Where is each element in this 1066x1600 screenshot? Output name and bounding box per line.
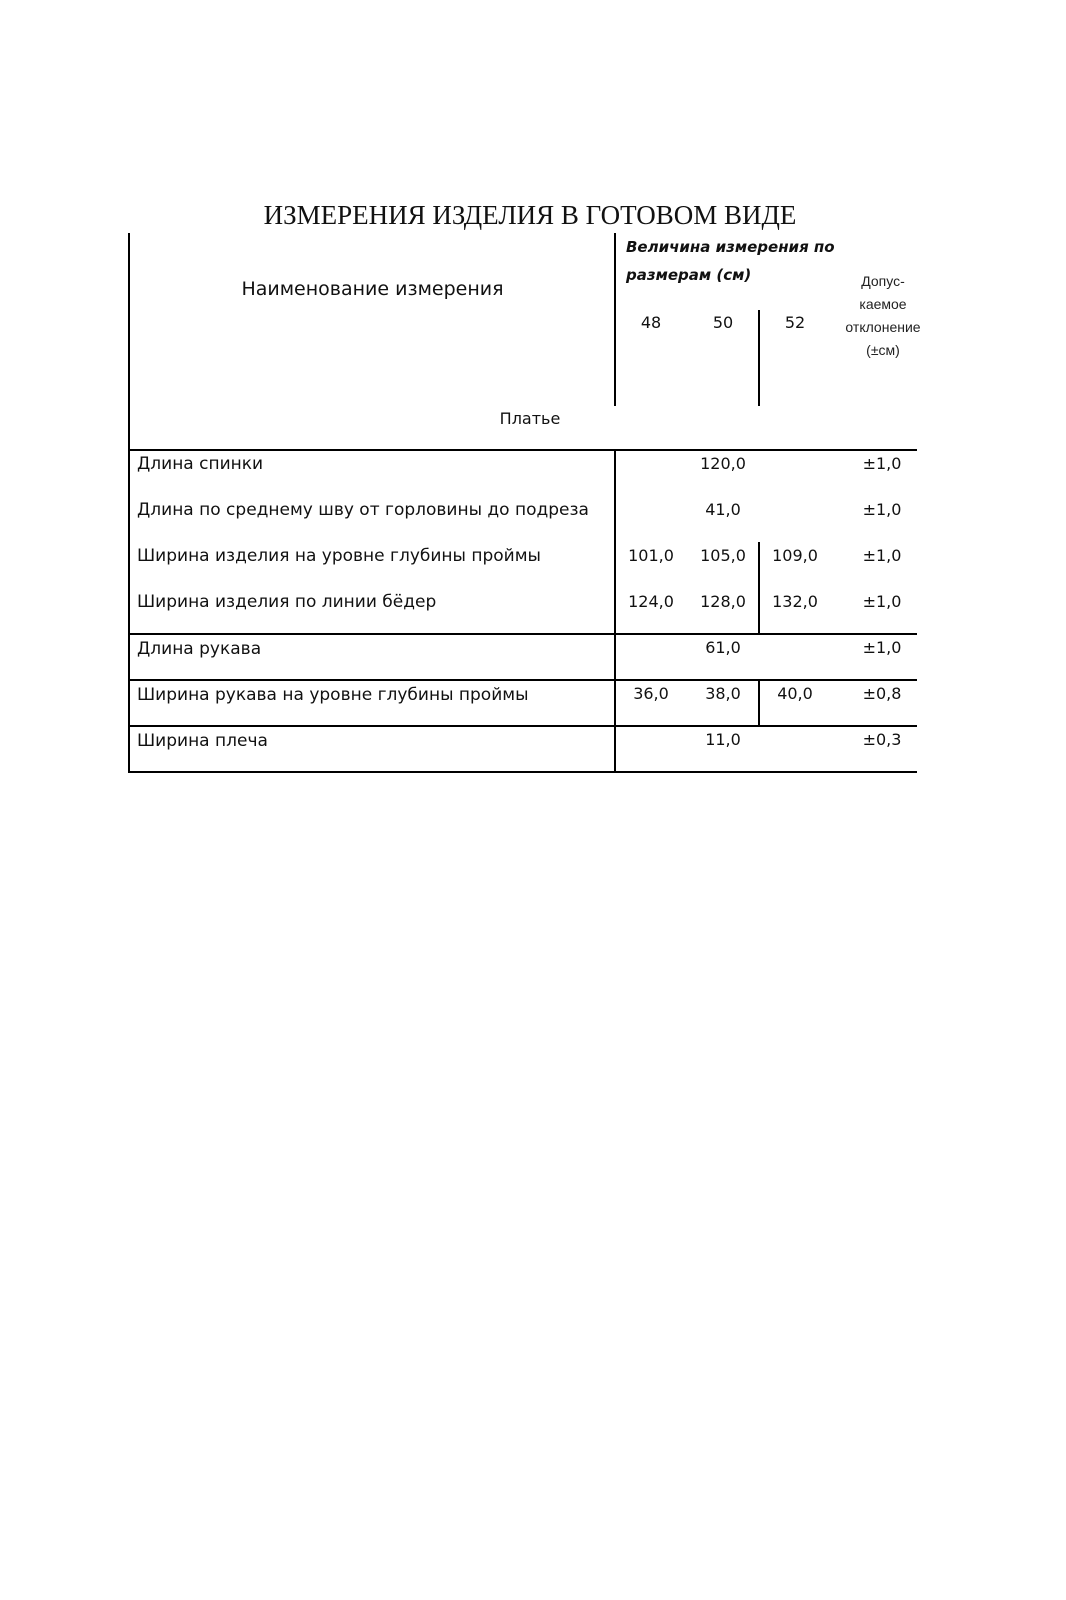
row-value-52: 40,0 [777,684,813,703]
row-name: Длина рукава [137,639,262,659]
row-value-50: 41,0 [705,500,741,519]
row-value-48: 36,0 [633,684,669,703]
row-name: Длина спинки [137,454,264,474]
document-title: ИЗМЕРЕНИЯ ИЗДЕЛИЯ В ГОТОВОМ ВИДЕ [263,200,797,230]
row-value-50: 11,0 [705,730,741,749]
row-value-48: 101,0 [628,546,674,565]
header-tolerance-line-2: каемое [859,296,907,312]
header-tolerance-line-4: (±см) [866,342,900,358]
row-name: Ширина рукава на уровне глубины проймы [137,685,529,705]
row-tolerance: ±0,3 [862,730,902,749]
row-rule-sleeve-length [128,633,917,635]
header-size-52: 52 [784,313,806,332]
row-name: Ширина плеча [137,731,268,751]
header-size-50: 50 [712,313,734,332]
row-value-48: 124,0 [628,592,674,611]
header-bottom-rule [128,449,917,451]
row-value-50: 38,0 [705,684,741,703]
row-rule-shoulder [128,725,917,727]
row-tolerance: ±0,8 [862,684,902,703]
row-value-52: 132,0 [772,592,818,611]
table-bottom-border [128,771,917,773]
row-value-52: 109,0 [772,546,818,565]
header-value-by-size: Величина измерения по размерам (см) [626,238,835,284]
section-label-dress: Платье [499,409,561,428]
header-tolerance-line-3: отклонение [845,319,921,335]
row-value-50: 61,0 [705,638,741,657]
row-tolerance: ±1,0 [862,592,902,611]
row-value-50: 105,0 [700,546,746,565]
row-tolerance: ±1,0 [862,546,902,565]
row-value-50: 120,0 [700,454,746,473]
row-tolerance: ±1,0 [862,500,902,519]
row-name: Ширина изделия по линии бёдер [137,592,437,612]
row-tolerance: ±1,0 [862,638,902,657]
row-rule-sleeve-width [128,679,917,681]
row-name: Длина по среднему шву от горловины до подреза [137,500,589,520]
header-size-48: 48 [640,313,662,332]
header-tolerance-line-1: Допус- [861,273,905,289]
row-value-50: 128,0 [700,592,746,611]
row-tolerance: ±1,0 [862,454,902,473]
row-name: Ширина изделия на уровне глубины проймы [137,546,541,566]
header-measurement-name: Наименование измерения [241,278,504,300]
header-tolerance [838,270,928,362]
table-left-border [128,233,130,773]
